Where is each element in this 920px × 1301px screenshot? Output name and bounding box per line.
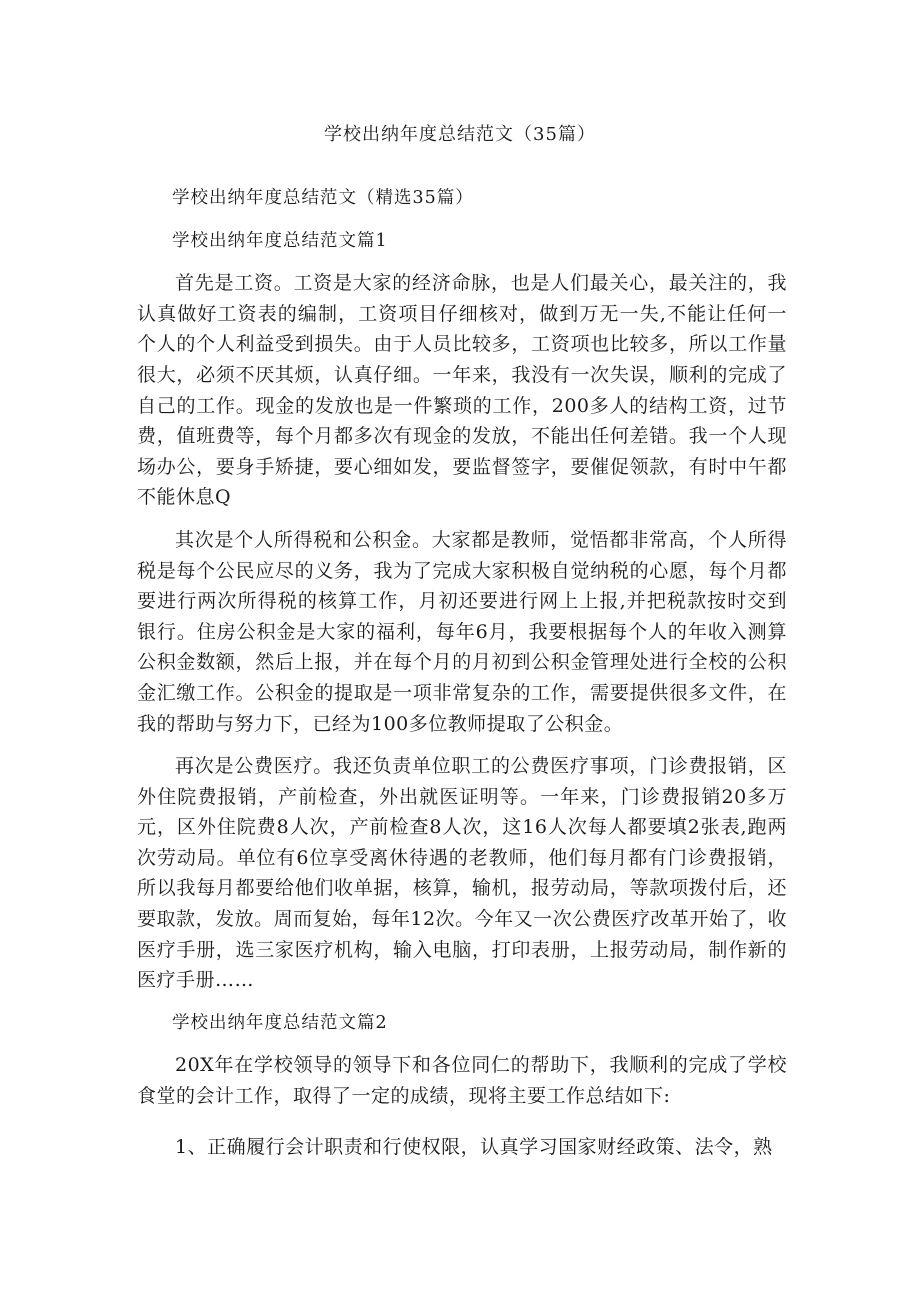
document-body	[137, 183, 787, 1162]
paragraph-salary: 首先是工资。工资是大家的经济命脉，也是人们最关心，最关注的，我认真做好工资表的编制，工资项目仔细核对，做到万无一失,不能让任何一个人的个人利益受到损失。由于人员比较多，工资项也比较多，所以工作量很大，必须不厌其烦，认真仔细。一年来，我没有一次失误，顺利的完成了自己的工作。现金的发放也是一件繁琐的工作，200多人的结构工资，过节费，值班费等，每个月都多次有现金的发放，不能出任何差错。我一个人现场办公，要身手矫捷，要心细如发，要监督签字，要催促领款，有时中午都不能休息Q	[137, 272, 787, 509]
document-subtitle: 学校出纳年度总结范文（精选35篇）	[172, 188, 474, 208]
section-heading-2: 学校出纳年度总结范文篇2	[172, 1012, 388, 1033]
paragraph-medical: 再次是公费医疗。我还负责单位职工的公费医疗事项，门诊费报销，区外住院费报销，产前检查，外出就医证明等。一年来，门诊费报销20多万元，区外住院费8人次，产前检查8人次，这16人次每人都要填2张表,跑两次劳动局。单位有6位享受离休待遇的老教师，他们每月都有门诊费报销，所以我每月都要给他们收单据，核算，输机，报劳动局，等款项拨付后，还要取款，发放。周而复始，每年12次。今年又一次公费医疗改革开始了，收医疗手册，选三家医疗机构，输入电脑，打印表册，上报劳动局，制作新的医疗手册……	[137, 755, 787, 992]
paragraph-tax-fund: 其次是个人所得税和公积金。大家都是教师，觉悟都非常高，个人所得税是每个公民应尽的义务，我为了完成大家积极自觉纳税的心愿，每个月都要进行两次所得税的核算工作，月初还要进行网上上报,并把税款按时交到银行。住房公积金是大家的福利，每年6月，我要根据每个人的年收入测算公积金数额，然后上报，并在每个月的月初到公积金管理处进行全校的公积金汇缴工作。公积金的提取是一项非常复杂的工作，需要提供很多文件，在我的帮助与努力下，已经为100多位教师提取了公积金。	[137, 528, 787, 735]
paragraph-item-1: 1、正确履行会计职责和行使权限，认真学习国家财经政策、法令，熟	[175, 1135, 773, 1158]
document-title: 学校出纳年度总结范文（35篇）	[324, 124, 596, 145]
section-heading-1: 学校出纳年度总结范文篇1	[172, 230, 388, 251]
paragraph-intro-2: 20X年在学校领导的领导下和各位同仁的帮助下，我顺利的完成了学校食堂的会计工作，取得了一定的成绩，现将主要工作总结如下:	[137, 1054, 787, 1108]
